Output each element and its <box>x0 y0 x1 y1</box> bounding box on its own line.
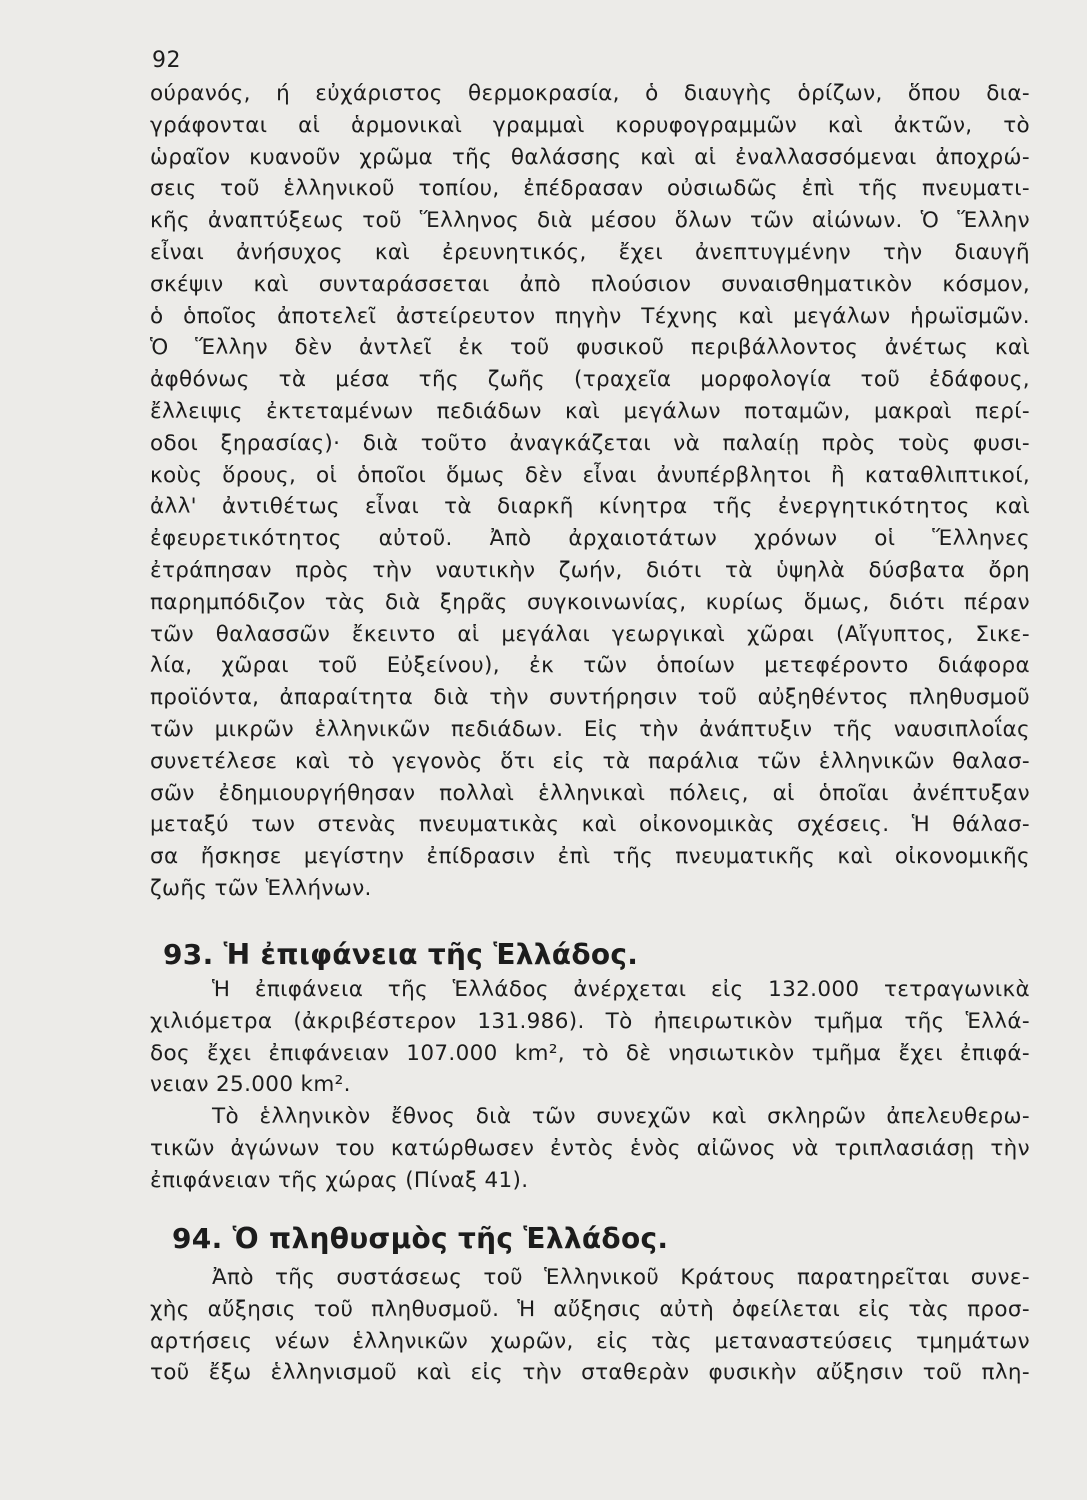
paragraph-climate <box>150 78 1030 905</box>
text-line: Ἀπὸ τῆς συστάσεως τοῦ Ἑλληνικοῦ Κράτους παρατηρεῖται συνε- <box>212 1265 1030 1290</box>
text-line: ἐφευρετικότητος αὐτοῦ. Ἀπὸ ἀρχαιοτάτων χρόνων οἱ Ἕλληνες <box>150 526 1030 552</box>
text-line: τῶν θαλασσῶν ἔκειντο αἱ μεγάλαι γεωργικαὶ χῶραι (Αἴγυπτος, Σικε- <box>150 621 1030 647</box>
text-line: νειαν 25.000 km². <box>150 1072 351 1098</box>
text-line: ζωῆς τῶν Ἑλλήνων. <box>150 875 372 901</box>
page-number: 92 <box>152 48 181 73</box>
text-line: τοῦ ἔξω ἑλληνισμοῦ καὶ εἰς τὴν σταθερὰν φυσικὴν αὔξησιν τοῦ πλη- <box>150 1360 1030 1386</box>
text-line: ἀφθόνως τὰ μέσα τῆς ζωῆς (τραχεῖα μορφολογία τοῦ ἐδάφους, <box>150 367 1030 393</box>
text-line: σεις τοῦ ἑλληνικοῦ τοπίου, ἐπέδρασαν οὐσιωδῶς ἐπὶ τῆς πνευματι- <box>150 176 1030 202</box>
text-line: ἔλλειψις ἐκτεταμένων πεδιάδων καὶ μεγάλων ποταμῶν, μακραὶ περί- <box>150 398 1030 424</box>
text-line: προϊόντα, ἀπαραίτητα διὰ τὴν συντήρησιν τοῦ αὐξηθέντος πληθυσμοῦ <box>150 685 1030 711</box>
text-line: Ἡ ἐπιφάνεια τῆς Ἑλλάδος ἀνέρχεται εἰς 132.000 τετραγωνικὰ <box>212 977 1030 1002</box>
text-line: σῶν ἐδημιουργήθησαν πολλαὶ ἑλληνικαὶ πόλεις, αἱ ὁποῖαι ἀνέπτυξαν <box>150 780 1030 806</box>
text-line: ὁ ὁποῖος ἀποτελεῖ ἀστείρευτον πηγὴν Τέχνης καὶ μεγάλων ἡρωϊσμῶν. <box>150 303 1030 329</box>
text-line: ἐτράπησαν πρὸς τὴν ναυτικὴν ζωήν, διότι τὰ ὑψηλὰ δύσβατα ὄρη <box>150 557 1030 583</box>
text-line: σκέψιν καὶ συνταράσσεται ἀπὸ πλούσιον συναισθηματικὸν κόσμον, <box>150 271 1030 297</box>
text-line: τῶν μικρῶν ἑλληνικῶν πεδιάδων. Εἰς τὴν ἀνάπτυξιν τῆς ναυσιπλοΐας <box>150 716 1030 742</box>
section-heading-93: 93. Ἡ ἐπιφάνεια τῆς Ἑλλάδος. <box>163 938 639 971</box>
text-line: συνετέλεσε καὶ τὸ γεγονὸς ὅτι εἰς τὰ παράλια τῶν ἑλληνικῶν θαλασ- <box>150 748 1030 774</box>
text-line: χιλιόμετρα (ἀκριβέστερον 131.986). Τὸ ἠπειρωτικὸν τμῆμα τῆς Ἑλλά- <box>150 1008 1030 1034</box>
text-line: κῆς ἀναπτύξεως τοῦ Ἕλληνος διὰ μέσου ὅλων τῶν αἰώνων. Ὁ Ἕλλην <box>150 208 1030 234</box>
text-line: κοὺς ὅρους, οἱ ὁποῖοι ὅμως δὲν εἶναι ἀνυπέρβλητοι ἢ καταθλιπτικοί, <box>150 462 1030 488</box>
text-line: δος ἔχει ἐπιφάνειαν 107.000 km², τὸ δὲ νησιωτικὸν τμῆμα ἔχει ἐπιφά- <box>150 1040 1030 1066</box>
section-heading-94: 94. Ὁ πληθυσμὸς τῆς Ἑλλάδος. <box>172 1222 669 1255</box>
text-line: σα ἤσκησε μεγίστην ἐπίδρασιν ἐπὶ τῆς πνευματικῆς καὶ οἰκονομικῆς <box>150 844 1030 870</box>
text-line: ούρανός, ή εὐχάριστος θερμοκρασία, ὁ διαυγὴς ὁρίζων, ὅπου δια- <box>150 81 1030 106</box>
text-line: γράφονται αἱ ἁρμονικαὶ γραμμαὶ κορυφογραμμῶν καὶ ἀκτῶν, τὸ <box>150 112 1030 138</box>
text-line: Τὸ ἑλληνικὸν ἔθνος διὰ τῶν συνεχῶν καὶ σκληρῶν ἀπελευθερω- <box>212 1104 1030 1130</box>
text-line: τικῶν ἀγώνων του κατώρθωσεν ἐντὸς ἑνὸς αἰῶνος νὰ τριπλασιάσῃ τὴν <box>150 1135 1030 1161</box>
paragraph-population <box>150 1262 1030 1389</box>
text-line: αρτήσεις νέων ἑλληνικῶν χωρῶν, εἰς τὰς μεταναστεύσεις τμημάτων <box>150 1328 1030 1354</box>
text-line: οδοι ξηρασίας)· διὰ τοῦτο ἀναγκάζεται νὰ παλαίῃ πρὸς τοὺς φυσι- <box>150 430 1030 456</box>
text-line: ἐπιφάνειαν τῆς χώρας (Πίναξ 41). <box>150 1167 529 1193</box>
text-line: ἀλλ' ἀντιθέτως εἶναι τὰ διαρκῆ κίνητρα τῆς ἐνεργητικότητος καὶ <box>150 494 1030 520</box>
text-line: παρημπόδιζον τὰς διὰ ξηρᾶς συγκοινωνίας, κυρίως ὅμως, διότι πέραν <box>150 589 1030 615</box>
text-line: ὡραῖον κυανοῦν χρῶμα τῆς θαλάσσης καὶ αἱ ἐναλλασσόμεναι ἀποχρώ- <box>150 144 1030 170</box>
text-line: Ὁ Ἕλλην δὲν ἀντλεῖ ἐκ τοῦ φυσικοῦ περιβάλλοντος ἀνέτως καὶ <box>150 335 1030 361</box>
text-line: λία, χῶραι τοῦ Εὐξείνου), ἐκ τῶν ὁποίων μετεφέροντο διάφορα <box>150 653 1030 679</box>
text-line: μεταξύ των στενὰς πνευματικὰς καὶ οἰκονομικὰς σχέσεις. Ἡ θάλασ- <box>150 812 1030 838</box>
text-line: χὴς αὔξησις τοῦ πληθυσμοῦ. Ἡ αὔξησις αὐτὴ ὀφείλεται εἰς τὰς προσ- <box>150 1296 1030 1322</box>
paragraph-area <box>150 974 1030 1197</box>
text-line: εἶναι ἀνήσυχος καὶ ἐρευνητικός, ἔχει ἀνεπτυγμένην τὴν διαυγῆ <box>150 239 1030 265</box>
